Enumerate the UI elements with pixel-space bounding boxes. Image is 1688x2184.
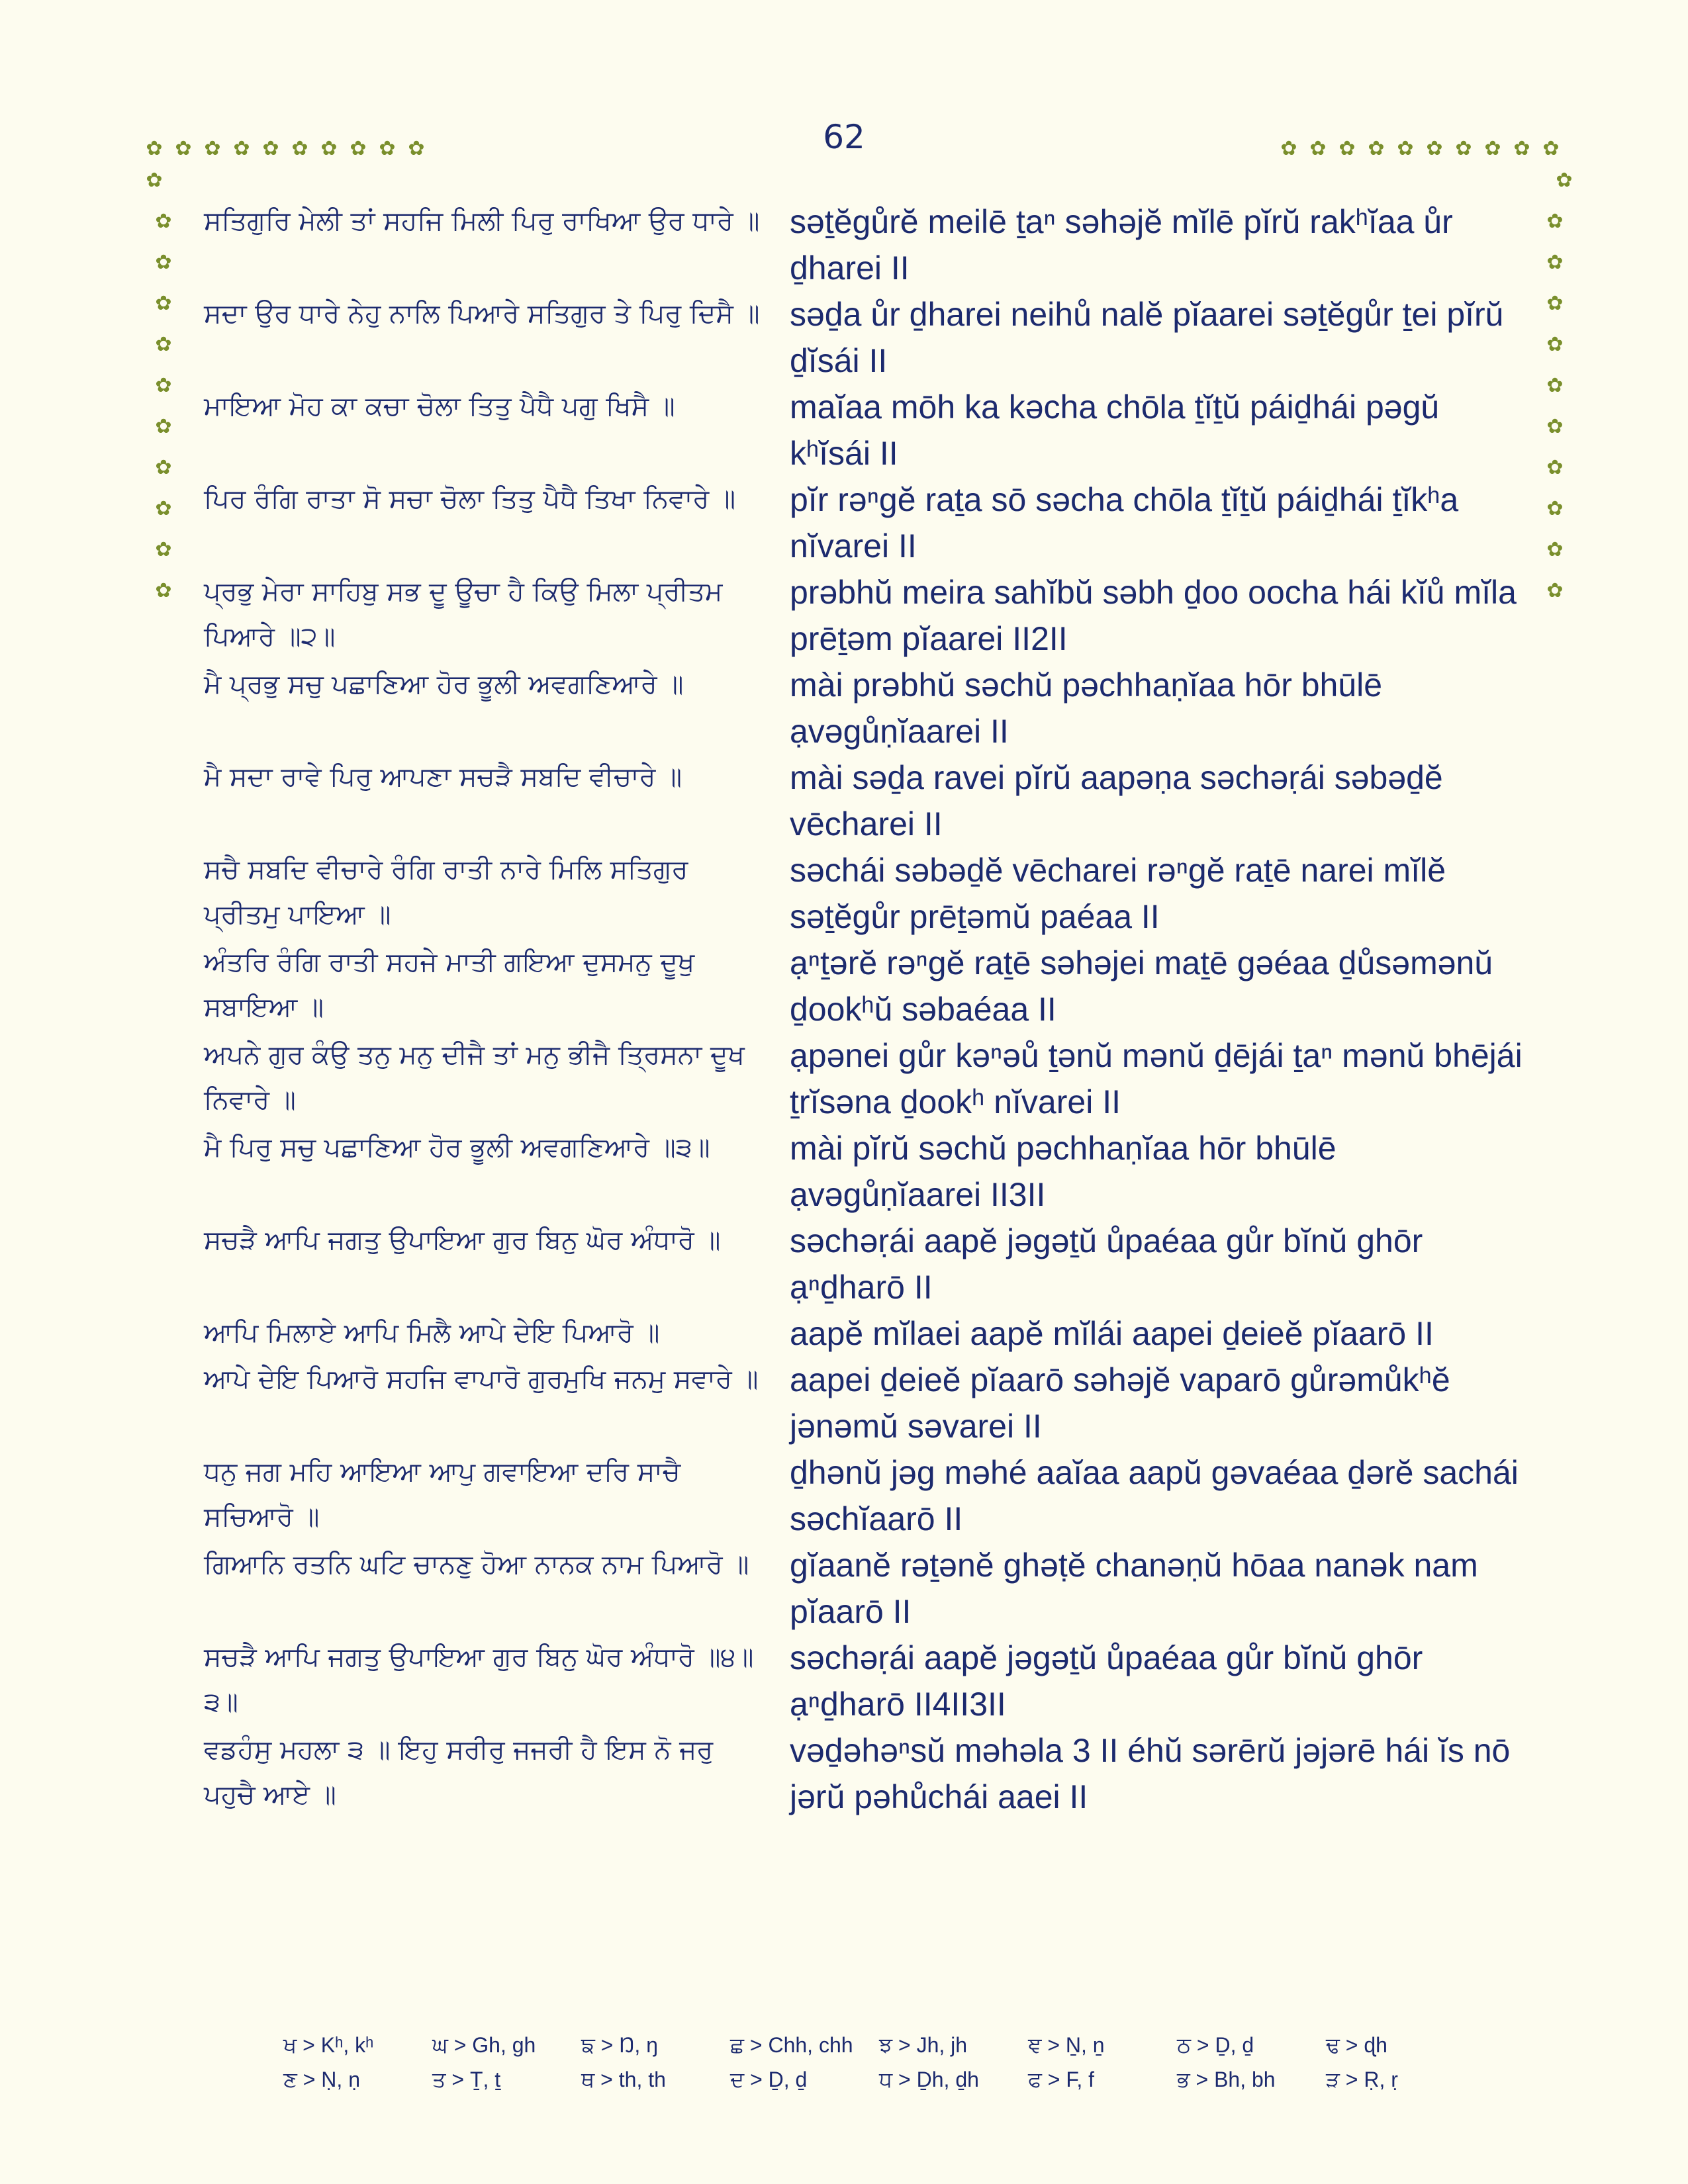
legend-row [283,2068,1475,2102]
transliteration-legend [283,2033,1475,2102]
transliteration-text: səṯĕgůrĕ meilē ṯaⁿ səhəjĕ mĭlē pĭrŭ rakʰĭaa ůr ḏharei II [790,203,1453,287]
transliteration-text: aapĕ mĭlaei aapĕ mĭlái aapei ḏeieĕ pĭaarō II [790,1315,1434,1352]
flower-icon: ✿ [408,137,425,160]
gurmukhi-text: ਮੈ ਸਦਾ ਰਾਵੇ ਪਿਰੁ ਆਪਣਾ ਸਚੜੈ ਸਬਦਿ ਵੀਚਾਰੇ ॥ [204,762,682,792]
transliteration-text: səḏa ůr ḏharei neihů nalĕ pĭaarei səṯĕgůr ṯei pĭrŭ ḏĭsái II [790,296,1504,379]
verse-row [204,1310,1528,1357]
verse-row [204,754,1528,847]
legend-item: ਝ > Jh, jh [879,2033,968,2057]
gurmukhi-text: ਮੈ ਪਿਰੁ ਸਚੁ ਪਛਾਣਿਆ ਹੋਰ ਭੂਲੀ ਅਵਗਣਿਆਰੇ ॥੩॥ [204,1132,710,1163]
flower-icon: ✿ [1546,210,1564,233]
flower-icon: ✿ [1338,137,1356,160]
legend-item: ਤ > Ṯ, ṯ [432,2068,501,2091]
gurmukhi-text: ਪ੍ਰਭੁ ਮੇਰਾ ਸਾਹਿਬੁ ਸਭ ਦੂ ਊਚਾ ਹੈ ਕਿਉ ਮਿਲਾ ਪ੍ਰੀਤਮ ਪਿਆਰੇ ॥੨॥ [204,576,723,652]
flower-icon: ✿ [155,497,172,520]
transliteration-text: mài səḏa ravei pĭrŭ aapəṇa səchəṛái səbəḏĕ vēcharei II [790,759,1443,842]
flower-icon: ✿ [155,292,172,315]
verse-row [204,1125,1528,1218]
gurmukhi-text: ਸਤਿਗੁਰਿ ਮੇਲੀ ਤਾਂ ਸਹਜਿ ਮਿਲੀ ਪਿਰੁ ਰਾਖਿਆ ਉਰ ਧਾਰੇ ॥ [204,206,760,236]
transliteration-text: gĭaanĕ rəṯənĕ ghəṭĕ chanəṇŭ hōaa nanək nam pĭaarō II [790,1547,1478,1630]
flower-icon: ✿ [146,137,163,160]
legend-item: ਧ > Ḏh, ḏh [879,2068,979,2091]
legend-item: ਦ > Ḏ, ḏ [730,2068,808,2091]
transliteration-text: aapei ḏeieĕ pĭaarō səhəjĕ vaparō gůrəmůkʰĕ jənəmŭ səvarei II [790,1361,1450,1445]
flower-icon: ✿ [1546,251,1564,274]
gurmukhi-text: ਗਿਆਨਿ ਰਤਨਿ ਘਟਿ ਚਾਨਣੁ ਹੋਆ ਨਾਨਕ ਨਾਮ ਪਿਆਰੋ ॥ [204,1549,749,1580]
legend-item: ਖ > Kʰ, kʰ [283,2033,374,2057]
legend-row [283,2033,1475,2068]
verse-row [204,199,1528,291]
flower-icon: ✿ [155,538,172,561]
flower-icon: ✿ [1426,137,1443,160]
transliteration-text: maĭaa mōh ka kəcha chōla ṯĭṯŭ páiḏhái pəgŭ kʰĭsái II [790,388,1440,472]
legend-item: ਙ > Ŋ, ŋ [581,2033,658,2057]
verse-row [204,1357,1528,1449]
flower-icon: ✿ [1368,137,1385,160]
gurmukhi-text: ਸਚੜੈ ਆਪਿ ਜਗਤੁ ਉਪਾਇਆ ਗੁਰ ਬਿਨੁ ਘੋਰ ਅੰਧਾਰੋ ॥ [204,1225,721,1255]
flower-icon: ✿ [146,169,163,192]
flower-icon: ✿ [155,374,172,397]
flower-icon: ✿ [204,137,221,160]
flower-icon: ✿ [1546,456,1564,479]
flower-icon: ✿ [1280,137,1297,160]
transliteration-text: mài prəbhŭ səchŭ pəchhaṇĭaa hōr bhūlē ạvəgůṇĭaarei II [790,666,1383,750]
flower-icon: ✿ [1546,292,1564,315]
flower-icon: ✿ [320,137,338,160]
legend-item: ਘ > Gh, gh [432,2033,536,2057]
gurmukhi-text: ਸਚੜੈ ਆਪਿ ਜਗਤੁ ਉਪਾਇਆ ਗੁਰ ਬਿਨੁ ਘੋਰ ਅੰਧਾਰੋ ॥੪॥੩॥ [204,1642,754,1717]
transliteration-text: ḏhənŭ jəg məhé aaĭaa aapŭ gəvaéaa ḏərĕ sachái səchĭaarō II [790,1454,1519,1537]
gurmukhi-text: ਵਡਹੰਸੁ ਮਹਲਾ ੩ ॥ ਇਹੁ ਸਰੀਰੁ ਜਜਰੀ ਹੈ ਇਸ ਨੋ ਜਰੁ ਪਹੁਚੈ ਆਏ ॥ [204,1735,714,1810]
gurmukhi-text: ਆਪਿ ਮਿਲਾਏ ਆਪਿ ਮਿਲੈ ਆਪੇ ਦੇਇ ਪਿਆਰੋ ॥ [204,1318,660,1348]
flower-icon: ✿ [1546,497,1564,520]
verse-row [204,1449,1528,1542]
legend-item: ਣ > Ṇ, ṇ [283,2068,360,2091]
flower-icon: ✿ [1546,538,1564,561]
transliteration-text: səchəṛái aapĕ jəgəṯŭ ůpaéaa gůr bĭnŭ ghōr ạⁿḏharō II4II3II [790,1639,1423,1723]
gurmukhi-text: ਅਪਨੇ ਗੁਰ ਕੰਉ ਤਨੁ ਮਨੁ ਦੀਜੈ ਤਾਂ ਮਨੁ ਭੀਜੈ ਤ੍ਰਿਸਨਾ ਦੂਖ ਨਿਵਾਰੇ ॥ [204,1040,745,1115]
flower-icon: ✿ [1513,137,1530,160]
verse-row [204,1218,1528,1310]
flower-icon: ✿ [291,137,308,160]
verse-row [204,1542,1528,1635]
verse-row [204,662,1528,754]
gurmukhi-text: ਪਿਰ ਰੰਗਿ ਰਾਤਾ ਸੋ ਸਚਾ ਚੋਲਾ ਤਿਤੁ ਪੈਧੈ ਤਿਖਾ ਨਿਵਾਰੇ ॥ [204,484,736,514]
verse-row [204,477,1528,569]
flower-icon: ✿ [1484,137,1501,160]
verse-row [204,1635,1528,1727]
flower-icon: ✿ [1546,374,1564,397]
verse-row [204,569,1528,662]
gurmukhi-text: ਧਨੁ ਜਗ ਮਹਿ ਆਇਆ ਆਪੁ ਗਵਾਇਆ ਦਰਿ ਸਾਚੈ ਸਚਿਆਰੋ ॥ [204,1457,680,1532]
verse-row [204,291,1528,384]
gurmukhi-text: ਸਚੈ ਸਬਦਿ ਵੀਚਾਰੇ ਰੰਗਿ ਰਾਤੀ ਨਾਰੇ ਮਿਲਿ ਸਤਿਗੁਰ ਪ੍ਰੀਤਮੁ ਪਾਇਆ ॥ [204,854,688,930]
flower-icon: ✿ [1397,137,1414,160]
gurmukhi-text: ਮੈ ਪ੍ਰਭੁ ਸਚੁ ਪਛਾਣਿਆ ਹੋਰ ਭੂਲੀ ਅਵਗਣਿਆਰੇ ॥ [204,669,684,700]
verse-row [204,847,1528,940]
gurmukhi-text: ਅੰਤਰਿ ਰੰਗਿ ਰਾਤੀ ਸਹਜੇ ਮਾਤੀ ਗਇਆ ਦੁਸਮਨੁ ਦੂਖੁ ਸਬਾਇਆ ॥ [204,947,695,1023]
flower-icon: ✿ [1455,137,1472,160]
flower-icon: ✿ [1546,415,1564,438]
page-number: 62 [823,118,865,156]
transliteration-text: vəḏəhəⁿsŭ məhəla 3 II éhŭ sərērŭ jəjərē hái ĭs nō jərŭ pəhůchái aaei II [790,1732,1511,1815]
flower-icon: ✿ [155,210,172,233]
flower-icon: ✿ [233,137,250,160]
flower-icon: ✿ [155,251,172,274]
legend-item: ੜ > Ṛ, ṛ [1326,2068,1398,2091]
transliteration-text: ạpənei gůr kəⁿəů ṯənŭ mənŭ ḏējái ṯaⁿ mənŭ bhējái ṯrĭsəna ḏookʰ nĭvarei II [790,1037,1523,1120]
flower-icon: ✿ [155,579,172,602]
transliteration-text: ạⁿṯərĕ rəⁿgĕ raṯē səhəjei maṯē gəéaa ḏůsəmənŭ ḏookʰŭ səbaéaa II [790,944,1493,1028]
flower-icon: ✿ [1309,137,1327,160]
flower-icon: ✿ [1556,169,1573,192]
verse-row [204,940,1528,1032]
flower-icon: ✿ [155,415,172,438]
flower-icon: ✿ [155,456,172,479]
flower-icon: ✿ [379,137,396,160]
legend-item: ਥ > th, th [581,2068,666,2091]
legend-item: ਢ > ɖh [1326,2033,1387,2057]
verse-table [204,199,1528,1820]
verse-row [204,1032,1528,1125]
flower-icon: ✿ [175,137,192,160]
transliteration-text: mài pĭrŭ səchŭ pəchhaṇĭaa hōr bhūlē ạvəgůṇĭaarei II3II [790,1130,1336,1213]
flower-icon: ✿ [262,137,279,160]
verse-row [204,1727,1528,1820]
transliteration-text: səchái səbəḏĕ vēcharei rəⁿgĕ raṯē narei mĭlĕ səṯĕgůr prēṯəmŭ paéaa II [790,852,1446,935]
legend-item: ਠ > Ḏ, ḏ [1177,2033,1254,2057]
transliteration-text: səchəṛái aapĕ jəgəṯŭ ůpaéaa gůr bĭnŭ ghōr ạⁿḏharō II [790,1222,1423,1306]
gurmukhi-text: ਸਦਾ ਉਰ ਧਾਰੇ ਨੇਹੁ ਨਾਲਿ ਪਿਆਰੇ ਸਤਿਗੁਰ ਤੇ ਪਿਰੁ ਦਿਸੈ ॥ [204,298,760,329]
verse-row [204,384,1528,477]
legend-item: ਞ > Ṉ, ṉ [1028,2033,1105,2057]
gurmukhi-text: ਮਾਇਆ ਮੋਹ ਕਾ ਕਚਾ ਚੋਲਾ ਤਿਤੁ ਪੈਧੈ ਪਗੁ ਖਿਸੈ ॥ [204,391,675,422]
transliteration-text: prəbhŭ meira sahĭbŭ səbh ḏoo oocha hái kĭů mĭla prēṯəm pĭaarei II2II [790,574,1517,657]
flower-icon: ✿ [155,333,172,356]
gurmukhi-text: ਆਪੇ ਦੇਇ ਪਿਆਰੋ ਸਹਜਿ ਵਾਪਾਰੋ ਗੁਰਮੁਖਿ ਜਨਮੁ ਸਵਾਰੇ ॥ [204,1364,759,1394]
flower-icon: ✿ [1546,579,1564,602]
flower-icon: ✿ [350,137,367,160]
legend-item: ਭ > Bh, bh [1177,2068,1276,2091]
flower-icon: ✿ [1542,137,1560,160]
transliteration-text: pĭr rəⁿgĕ raṯa sō səcha chōla ṯĭṯŭ páiḏhái ṯĭkʰa nĭvarei II [790,481,1459,565]
legend-item: ਫ > F, f [1028,2068,1095,2091]
flower-icon: ✿ [1546,333,1564,356]
legend-item: ਛ > Chh, chh [730,2033,853,2057]
